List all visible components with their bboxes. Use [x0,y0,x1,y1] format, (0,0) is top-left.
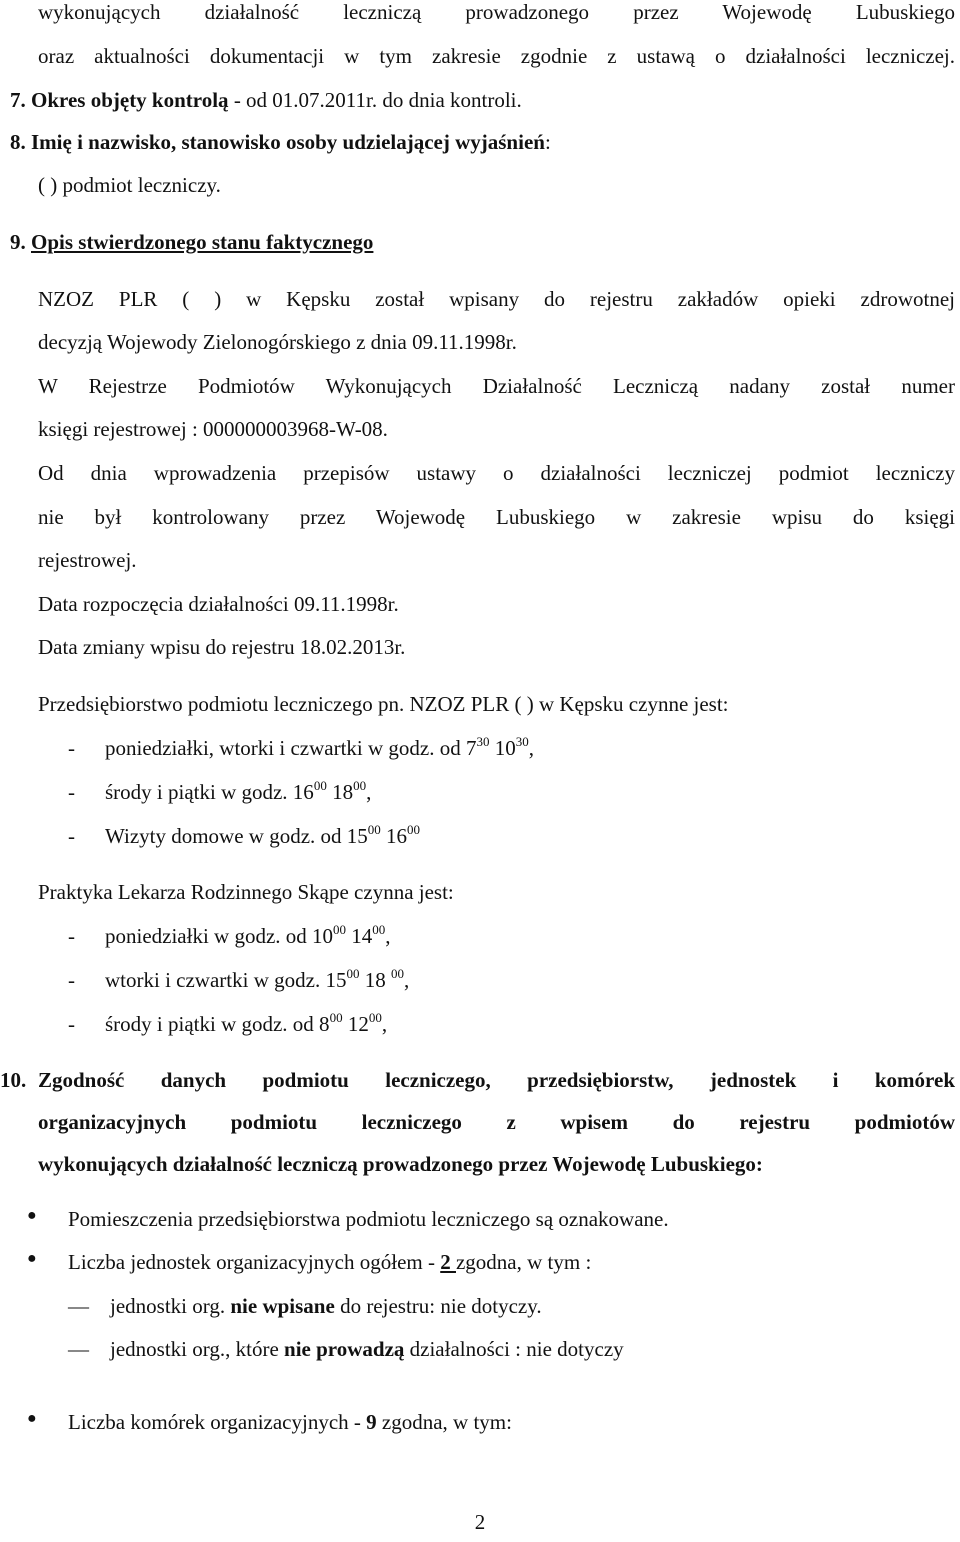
p1-line-2: decyzją Wojewody Zielonogórskiego z dnia 09.11.1998r. [38,330,517,354]
item-10-line-2: organizacyjnych podmiotu leczniczego z wpisem do rejestru podmiotów [38,1110,955,1134]
hours-text: poniedziałki w godz. od 10 [105,924,334,948]
hours-text: Wizyty domowe w godz. od 15 [105,824,368,848]
hours-minutes: 00 [313,778,327,793]
hours-text: środy i piątki w godz. 16 [105,780,314,804]
item-8-colon: : [544,130,551,154]
hours-minutes: 00 [372,922,386,937]
hours-minutes: 00 [353,778,367,793]
hours-text: 16 [380,824,408,848]
intro-line-2: oraz aktualności dokumentacji w tym zakresie zgodnie z ustawą o działalności leczniczej. [38,44,955,68]
hours-text: 18 [326,780,354,804]
p3-line-2: nie był kontrolowany przez Wojewodę Lubuskiego w zakresie wpisu do księgi [38,505,955,529]
sub-text-bold: nie prowadzą [284,1337,405,1361]
hours-minutes: 00 [346,966,360,981]
hours-minutes: 30 [515,734,529,749]
sub-text-bold: nie wpisane [230,1294,335,1318]
item-9 [10,230,373,254]
item-8 [10,130,551,154]
bullet-icon: ● [27,1207,37,1224]
unit-count: 2 [440,1250,456,1274]
hours-minutes: 00 [329,1010,343,1025]
list-dash: - [68,824,75,848]
hours1-heading: Przedsiębiorstwo podmiotu leczniczego pn. NZOZ PLR ( ) w Kępsku czynne jest: [38,692,729,716]
item-8-value: ( ) podmiot leczniczy. [38,173,221,197]
hours-minutes: 00 [368,1010,382,1025]
sub-text: jednostki org., które [110,1337,285,1361]
hours-text: , [403,968,410,992]
bullet-text: Liczba jednostek organizacyjnych ogółem - [68,1250,441,1274]
sub-text: do rejestru: nie dotyczy. [334,1294,542,1318]
hours-minutes: 30 [476,734,490,749]
p3-line-3: rejestrowej. [38,548,137,572]
list-dash: — [68,1337,89,1361]
hours-minutes: 00 [407,822,421,837]
list-dash: - [68,780,75,804]
bullet-text: zgodna, w tym : [455,1250,592,1274]
hours-text: wtorki i czwartki w godz. 15 [105,968,347,992]
sub-text: jednostki org. [110,1294,231,1318]
bullet-icon: ● [27,1250,37,1267]
hours-minutes: 00 [390,966,404,981]
hours-text: 10 [489,736,516,760]
hours-text: poniedziałki, wtorki i czwartki w godz. od 7 [105,736,477,760]
hours-text: 18 [359,968,391,992]
hours-text: 14 [346,924,373,948]
page-number: 2 [474,1510,486,1534]
item-10-line-1: Zgodność danych podmiotu leczniczego, przedsiębiorstw, jednostek i komórek [38,1068,955,1092]
p2-line-2: księgi rejestrowej : 000000003968-W-08. [38,417,388,441]
item-10-number: 10. [0,1068,27,1092]
list-dash: - [68,924,75,948]
item-7-value: - od 01.07.2011r. do dnia kontroli. [228,88,522,112]
hours-text: , [381,1012,388,1036]
date-change: Data zmiany wpisu do rejestru 18.02.2013r. [38,635,406,659]
intro-line-1: wykonujących działalność leczniczą prowadzonego przez Wojewodę Lubuskiego [38,0,955,24]
list-dash: - [68,1012,75,1036]
p1-line-1: NZOZ PLR ( ) w Kępsku został wpisany do rejestru zakładów opieki zdrowotnej [38,287,955,311]
p3-line-1: Od dnia wprowadzenia przepisów ustawy o działalności leczniczej podmiot leczniczy [38,461,955,485]
hours-text: , [366,780,372,804]
hours-minutes: 00 [333,922,347,937]
item-7-label: Okres objęty kontrolą [31,88,229,112]
item-7 [10,88,522,112]
bullet-text: zgodna, w tym: [376,1410,512,1434]
bullet-text: Liczba komórek organizacyjnych - [68,1410,367,1434]
item-10-line-3: wykonujących działalność leczniczą prowadzonego przez Wojewodę Lubuskiego: [38,1152,763,1176]
item-7-number: 7. [10,88,26,112]
list-dash: - [68,736,75,760]
hours-text: , [528,736,534,760]
item-8-number: 8. [10,130,26,154]
bullet-text: Pomieszczenia przedsiębiorstwa podmiotu leczniczego są oznakowane. [68,1207,669,1231]
item-8-label: Imię i nazwisko, stanowisko osoby udzielającej wyjaśnień [31,130,545,154]
list-dash: - [68,968,75,992]
hours-text: 12 [342,1012,369,1036]
sub-text: działalności : nie dotyczy [404,1337,624,1361]
list-dash: — [68,1294,89,1318]
hours-text: środy i piątki w godz. od 8 [105,1012,330,1036]
cell-count: 9 [366,1410,377,1434]
hours2-heading: Praktyka Lekarza Rodzinnego Skąpe czynna jest: [38,880,454,904]
p2-line-1: W Rejestrze Podmiotów Wykonujących Działalność Leczniczą nadany został numer [38,374,955,398]
item-9-label: Opis stwierdzonego stanu faktycznego [31,230,374,254]
bullet-icon: ● [27,1410,37,1427]
hours-text: , [385,924,391,948]
hours-minutes: 00 [367,822,381,837]
date-start: Data rozpoczęcia działalności 09.11.1998r. [38,592,399,616]
item-9-number: 9. [10,230,26,254]
